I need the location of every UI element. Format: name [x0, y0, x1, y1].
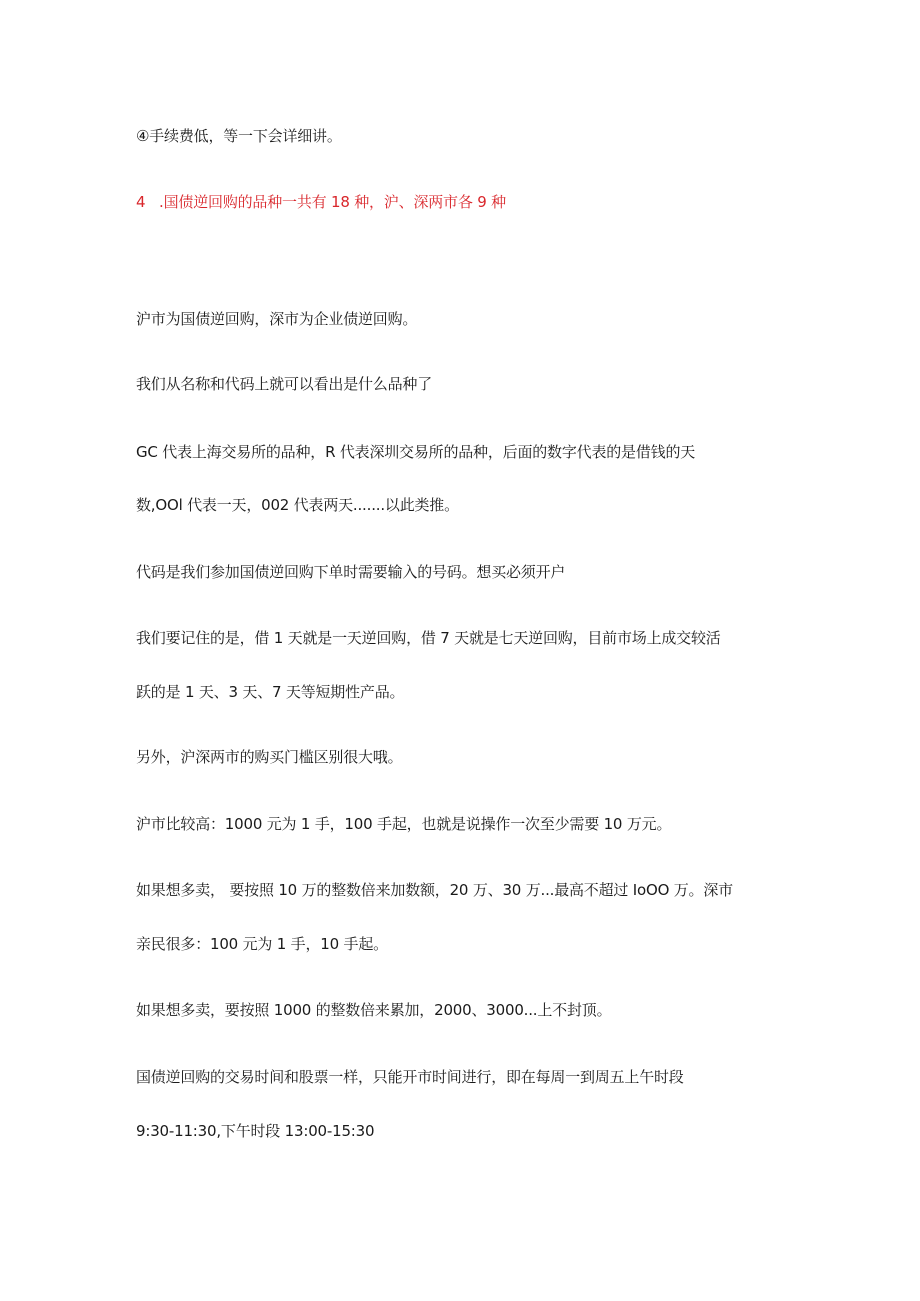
text-line-sh-increment: 如果想多卖， 要按照 10 万的整数倍来加数额，20 万、30 万...最高不超过 IoOO 万。深市 — [136, 881, 733, 899]
text-line-days-2: 跃的是 1 天、3 天、7 天等短期性产品。 — [136, 683, 405, 701]
text-line-days-1: 我们要记住的是，借 1 天就是一天逆回购，借 7 天就是七天逆回购，目前市场上成交较活 — [136, 629, 721, 647]
text-line-trading-hours-2: 9:30-11:30,下午时段 13:00-15:30 — [136, 1122, 375, 1140]
text-line-sz-threshold: 亲民很多：100 元为 1 手，10 手起。 — [136, 935, 388, 953]
text-line-codes-2: 数,OOl 代表一天，002 代表两天.......以此类推。 — [136, 496, 459, 514]
text-line-names: 我们从名称和代码上就可以看出是什么品种了 — [136, 375, 433, 393]
text-line-threshold: 另外，沪深两市的购买门槛区别很大哦。 — [136, 748, 403, 766]
section-heading: 4 .国债逆回购的品种一共有 18 种，沪、深两市各 9 种 — [136, 193, 506, 211]
text-line-sh-threshold: 沪市比较高：1000 元为 1 手，100 手起，也就是说操作一次至少需要 10 万元。 — [136, 815, 672, 833]
text-line-order-code: 代码是我们参加国债逆回购下单时需要输入的号码。想买必须开户 — [136, 563, 566, 581]
text-line-sz-increment: 如果想多卖，要按照 1000 的整数倍来累加，2000、3000...上不封顶。 — [136, 1001, 612, 1019]
text-line-fee: ④手续费低，等一下会详细讲。 — [136, 127, 342, 145]
text-line-codes-1: GC 代表上海交易所的品种，R 代表深圳交易所的品种，后面的数字代表的是借钱的天 — [136, 443, 696, 461]
text-line-trading-hours-1: 国债逆回购的交易时间和股票一样，只能开市时间进行，即在每周一到周五上午时段 — [136, 1068, 684, 1086]
text-line-markets: 沪市为国债逆回购，深市为企业债逆回购。 — [136, 310, 418, 328]
